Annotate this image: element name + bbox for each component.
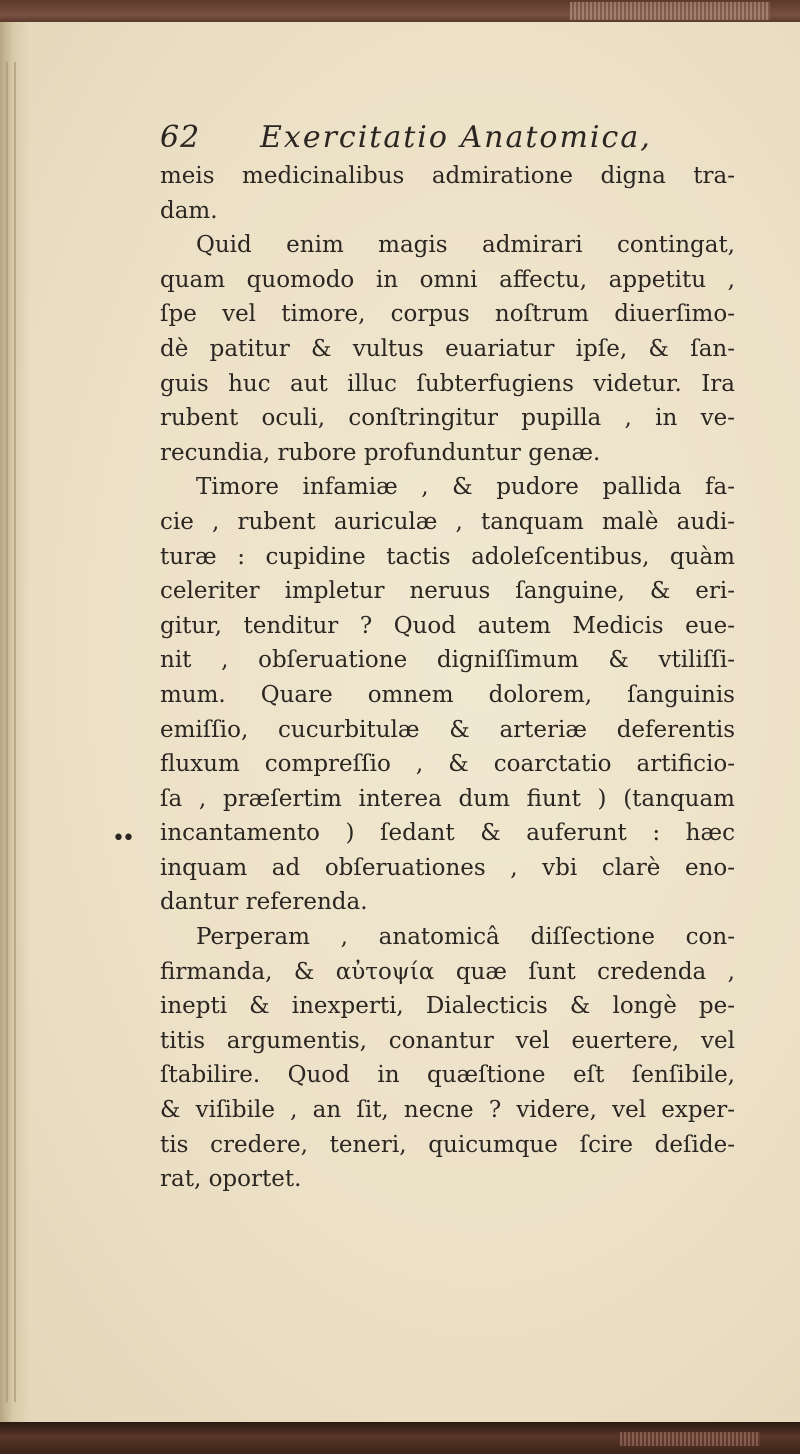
text-line: recundia, rubore profunduntur genæ. — [160, 439, 601, 466]
text-line: Quid enim magis admirari contingat, — [196, 232, 735, 259]
body-text — [160, 159, 735, 1197]
text-line: mum. Quare omnem dolorem, ſanguinis — [160, 681, 735, 708]
text-line: rubent oculi, conſtringitur pupilla , in ve- — [160, 405, 735, 432]
gutter-line — [14, 62, 16, 1402]
text-line: inepti & inexperti, Dialecticis & longè pe- — [160, 993, 735, 1020]
text-line: guis huc aut illuc ſubterfugiens videtur. Ira — [160, 370, 735, 397]
text-line: fluxum compreſſio , & coarctatio artificio- — [160, 751, 735, 778]
text-line: gitur, tenditur ? Quod autem Medicis eue- — [160, 612, 735, 639]
text-line: quam quomodo in omni affectu, appetitu , — [160, 266, 735, 293]
text-line: cie , rubent auriculæ , tanquam malè audi- — [160, 508, 735, 535]
running-title: Exercitatio Anatomica, — [260, 120, 652, 155]
headband — [570, 2, 770, 20]
text-line: Timore infamiæ , & pudore pallida fa- — [196, 474, 735, 501]
book-bottom-edge — [0, 1422, 800, 1454]
text-line: rat, oportet. — [160, 1166, 302, 1193]
page-gutter — [0, 22, 30, 1426]
text-line: & viſibile , an ſit, necne ? videre, vel exper- — [160, 1097, 735, 1124]
text-line: titis argumentis, conantur vel euertere, vel — [160, 1027, 735, 1054]
text-line: dantur referenda. — [160, 889, 368, 916]
margin-mark: •• — [112, 826, 132, 851]
text-line: firmanda, & αὐτοψία quæ ſunt credenda , — [160, 958, 735, 985]
page-number: 62 — [160, 120, 201, 155]
text-line: ſpe vel timore, corpus noſtrum diuerſimo- — [160, 301, 735, 328]
gutter-line — [6, 62, 8, 1402]
text-line: ſa , præſertim interea dum fiunt ) (tanquam — [160, 785, 735, 812]
text-line: ſtabilire. Quod in quæſtione eſt ſenſibile, — [160, 1062, 735, 1089]
text-line: turæ : cupidine tactis adoleſcentibus, quàm — [160, 543, 735, 570]
text-line: tis credere, teneri, quicumque ſcire deſide- — [160, 1131, 735, 1158]
text-line: meis medicinalibus admiratione digna tra- — [160, 163, 735, 189]
text-line: Perperam , anatomicâ diſſectione con- — [196, 924, 735, 951]
tailband — [620, 1432, 760, 1446]
text-line: dè patitur & vultus euariatur ipſe, & ſan- — [160, 335, 735, 362]
text-line: emiſſio, cucurbitulæ & arteriæ deferentis — [160, 716, 735, 743]
text-line: dam. — [160, 197, 218, 224]
running-header — [160, 112, 720, 162]
text-line: inquam ad obſeruationes , vbi clarè eno- — [160, 854, 735, 881]
text-line: nit , obſeruatione digniſſimum & vtiliſſi- — [160, 647, 735, 674]
text-line: incantamento ) ſedant & auferunt : hæc — [160, 820, 735, 847]
text-line: celeriter impletur neruus ſanguine, & eri- — [160, 578, 735, 605]
